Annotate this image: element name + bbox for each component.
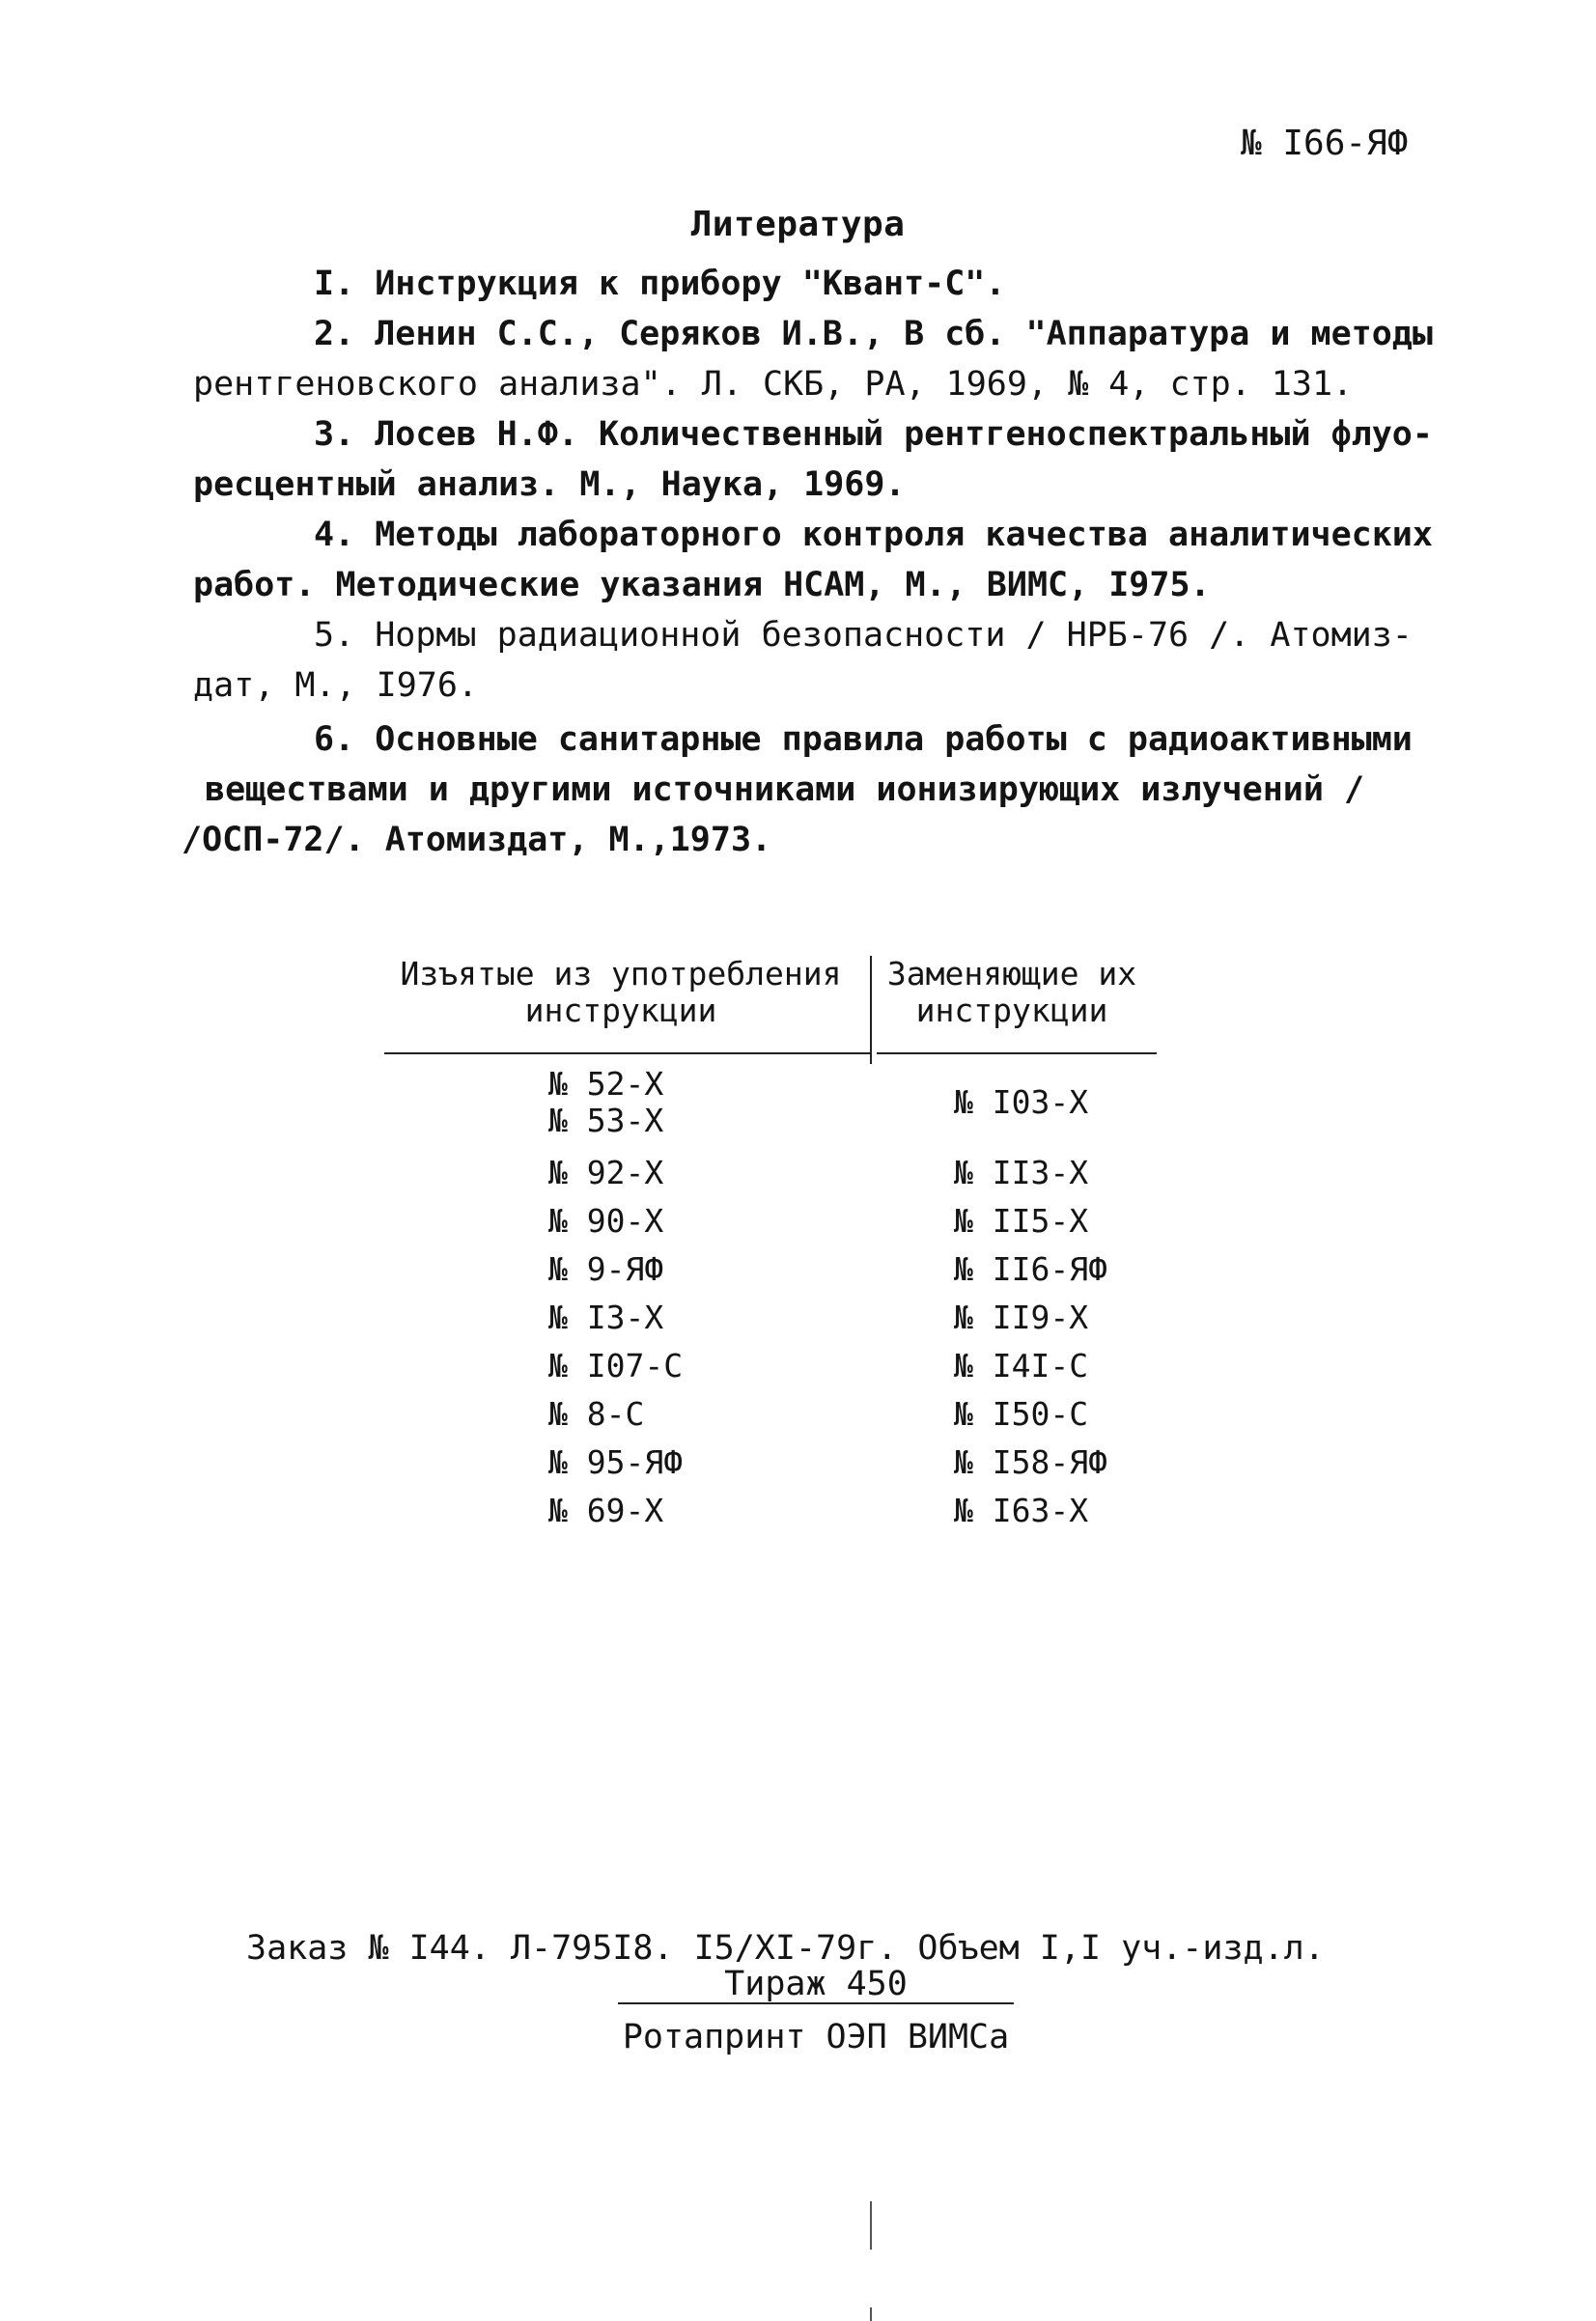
table-header [384, 956, 1157, 1058]
reference-line: 3. Лосев Н.Ф. Количественный рентгеноспектральный флуо- [314, 415, 1433, 454]
replacing-value: № II6-ЯФ [954, 1250, 1107, 1288]
imprint-printer: Ротапринт ОЭП ВИМСа [622, 2018, 1010, 2056]
reference-item [193, 309, 1433, 409]
replacing-value: № II9-Х [954, 1299, 1089, 1336]
replacing-value: № I50-С [954, 1395, 1089, 1433]
column-divider [870, 956, 872, 1064]
table-row [384, 1251, 1157, 1300]
column-divider-fragment [870, 2307, 872, 2321]
replacing-value: № I03-Х [954, 1083, 1089, 1121]
reference-line: ресцентный анализ. М., Наука, 1969. [193, 465, 906, 504]
header-withdrawn [384, 956, 857, 1029]
table-row [384, 1444, 1157, 1493]
imprint-order-line: Заказ № I44. Л-795I8. I5/XI-79г. Объем I,I уч.-изд.л. [246, 1929, 1325, 1968]
table-row [384, 1203, 1157, 1251]
literature-title: Литература [690, 205, 906, 244]
table-row [384, 1493, 1157, 1541]
reference-item [193, 409, 1433, 510]
table-row [384, 1348, 1157, 1396]
withdrawn-value: № 8-С [548, 1395, 645, 1433]
withdrawn-value: № 9-ЯФ [548, 1250, 664, 1288]
withdrawn-value: № I07-С [548, 1347, 684, 1384]
replacing-value: № I58-ЯФ [954, 1443, 1107, 1481]
replacing-value: № I63-Х [954, 1492, 1089, 1529]
header-replacing-line: Заменяющие их [886, 955, 1137, 993]
withdrawn-value: № 90-Х [548, 1202, 664, 1240]
withdrawn-value: № 52-Х [548, 1065, 664, 1103]
reference-line: /ОСП-72/. Атомиздат, М.,1973. [182, 821, 772, 859]
header-replacing [867, 956, 1157, 1029]
reference-line: I. Инструкция к прибору "Квант-С". [314, 265, 1006, 303]
reference-line: веществами и другими источниками ионизирующих излучений / [205, 770, 1365, 809]
table-row [384, 1155, 1157, 1203]
replacing-value: № II3-Х [954, 1154, 1089, 1191]
withdrawn-value: № I3-Х [548, 1299, 664, 1336]
page-number: № I66-ЯФ [1241, 124, 1409, 163]
replacement-table [384, 956, 1157, 1541]
replacing-value: № II5-Х [954, 1202, 1089, 1240]
reference-item [193, 259, 1410, 309]
table-row [384, 1300, 1157, 1348]
reference-line: дат, М., I976. [193, 666, 479, 705]
reference-item [182, 714, 1413, 865]
withdrawn-value: № 92-Х [548, 1154, 664, 1191]
imprint-print-run: Тираж 450 [618, 1966, 1014, 2004]
header-replacing-line: инструкции [915, 992, 1108, 1029]
table-row [384, 1066, 1157, 1155]
header-rule-left [384, 1052, 872, 1054]
header-rule-right [877, 1052, 1157, 1054]
reference-line: рентгеновского анализа". Л. СКБ, РА, 1969, № 4, стр. 131. [193, 365, 1354, 404]
withdrawn-cell [548, 1066, 663, 1139]
withdrawn-value: № 53-Х [548, 1102, 664, 1139]
reference-item [193, 610, 1413, 711]
reference-line: 6. Основные санитарные правила работы с радиоактивными [314, 720, 1413, 759]
reference-line: 2. Ленин С.С., Серяков И.В., В сб. "Аппаратура и методы [314, 315, 1433, 353]
reference-item [193, 510, 1433, 610]
table-row [384, 1396, 1157, 1444]
reference-line: 4. Методы лабораторного контроля качества аналитических [314, 516, 1433, 554]
replacing-value: № I4I-С [954, 1347, 1089, 1384]
withdrawn-value: № 95-ЯФ [548, 1443, 684, 1481]
reference-line: работ. Методические указания НСАМ, М., ВИМС, I975. [193, 566, 1211, 604]
reference-line: 5. Нормы радиационной безопасности / НРБ-76 /. Атомиз- [314, 616, 1413, 655]
references-list [182, 259, 1433, 865]
header-withdrawn-line: инструкции [524, 992, 717, 1029]
column-divider-fragment [870, 2201, 872, 2250]
withdrawn-value: № 69-Х [548, 1492, 664, 1529]
header-withdrawn-line: Изъятые из употребления [400, 955, 842, 993]
